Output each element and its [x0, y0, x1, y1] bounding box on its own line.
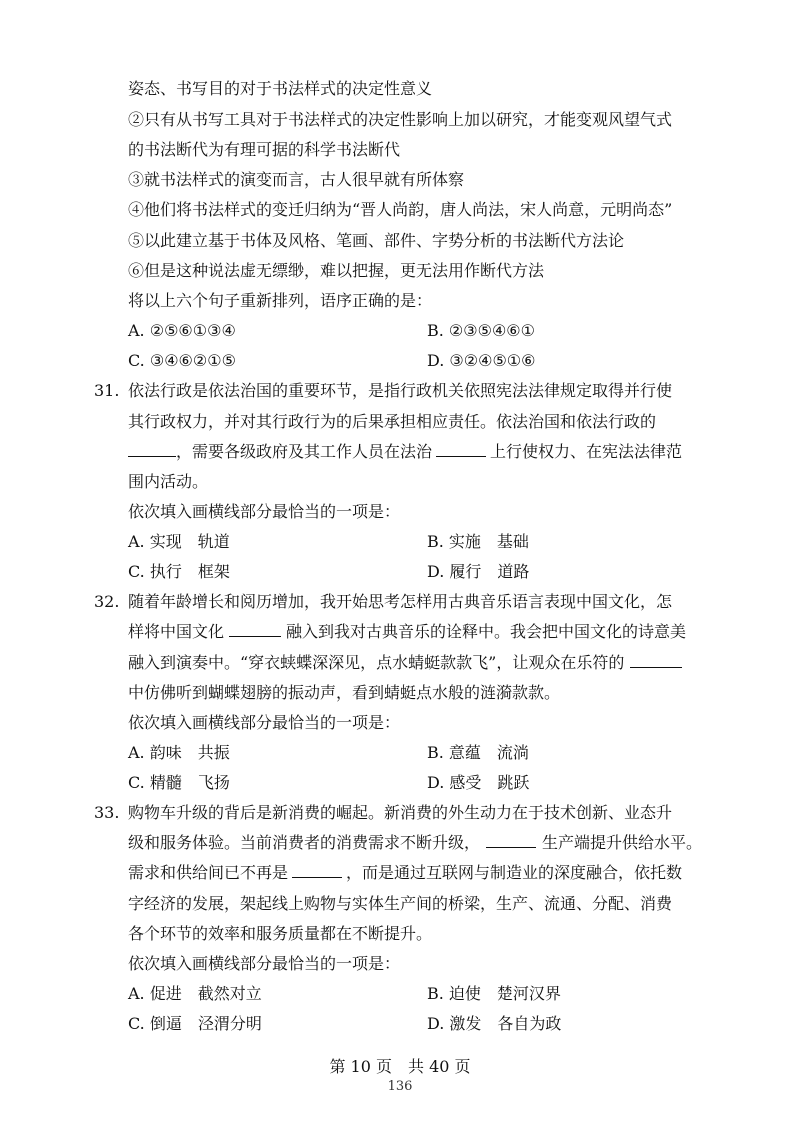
question-number: 33. — [94, 803, 120, 822]
page-number: 136 — [387, 1079, 413, 1094]
text-segment: ，而是通过互联网与制造业的深度融合，依托数 — [346, 863, 683, 882]
text-line: 姿态、书写目的对于书法样式的决定性意义 — [128, 79, 433, 98]
text-line: 的书法断代为有理可据的科学书法断代 — [128, 140, 401, 159]
option-c[interactable]: C. 精髓 飞扬 — [128, 773, 230, 792]
text-segment: 生产端提升供给水平。 — [542, 833, 703, 852]
text-line: 各个环节的效率和服务质量都在不断提升。 — [128, 924, 433, 943]
option-d[interactable]: D. 激发 各自为政 — [427, 1014, 562, 1033]
option-d[interactable]: D. ③②④⑤①⑥ — [427, 351, 536, 370]
text-line: 购物车升级的背后是新消费的崛起。新消费的外生动力在于技术创新、业态升 — [128, 803, 673, 822]
answer-blank[interactable] — [229, 622, 281, 637]
text-line: ⑥但是这种说法虚无缥缈，难以把握，更无法用作断代方法 — [128, 261, 545, 280]
option-a[interactable]: A. 韵味 共振 — [128, 743, 230, 762]
text-line: ④他们将书法样式的变迁归纳为“晋人尚韵，唐人尚法，宋人尚意，元明尚态” — [128, 200, 673, 219]
answer-blank[interactable] — [436, 442, 486, 457]
text-segment: 融入到演奏中。“穿衣蛱蝶深深见，点水蜻蜓款款飞”，让观众在乐符的 — [128, 653, 625, 672]
page-footer-label: 第 10 页 共 40 页 — [329, 1057, 471, 1076]
option-b[interactable]: B. 意蕴 流淌 — [427, 743, 529, 762]
question-prompt: 依次填入画横线部分最恰当的一项是： — [128, 954, 401, 973]
text-segment: ，需要各级政府及其工作人员在法治 — [176, 442, 433, 461]
question-prompt: 依次填入画横线部分最恰当的一项是： — [128, 713, 401, 732]
option-b[interactable]: B. 实施 基础 — [427, 532, 529, 551]
text-segment: 融入到我对古典音乐的诠释中。我会把中国文化的诗意美 — [286, 622, 687, 641]
option-d[interactable]: D. 履行 道路 — [427, 562, 530, 581]
text-line — [128, 622, 686, 642]
text-line — [128, 442, 682, 462]
question-number: 32. — [94, 592, 120, 611]
option-c[interactable]: C. ③④⑥②①⑤ — [128, 351, 236, 370]
text-line: 围内活动。 — [128, 472, 209, 491]
text-line — [128, 653, 682, 673]
option-b[interactable]: B. ②③⑤④⑥① — [427, 321, 535, 340]
option-c[interactable]: C. 倒逼 泾渭分明 — [128, 1014, 262, 1033]
option-b[interactable]: B. 迫使 楚河汉界 — [427, 984, 561, 1003]
answer-blank[interactable] — [292, 863, 342, 878]
option-a[interactable]: A. 实现 轨道 — [128, 532, 230, 551]
text-line: ⑤以此建立基于书体及风格、笔画、部件、字势分析的书法断代方法论 — [128, 231, 625, 250]
answer-blank[interactable] — [630, 653, 682, 668]
answer-blank[interactable] — [128, 442, 176, 457]
text-segment: 上行使权力、在宪法法律范 — [490, 442, 683, 461]
text-segment: 需求和供给间已不再是 — [128, 863, 289, 882]
option-a[interactable]: A. ②⑤⑥①③④ — [128, 321, 236, 340]
question-number: 31. — [94, 381, 120, 400]
text-line: 依法行政是依法治国的重要环节，是指行政机关依照宪法法律规定取得并行使 — [128, 381, 673, 400]
text-line: 中仿佛听到蝴蝶翅膀的振动声，看到蜻蜓点水般的涟漪款款。 — [128, 683, 561, 702]
question-prompt: 将以上六个句子重新排列，语序正确的是： — [128, 291, 433, 310]
text-line: 随着年龄增长和阅历增加，我开始思考怎样用古典音乐语言表现中国文化，怎 — [128, 592, 673, 611]
text-line: 字经济的发展，架起线上购物与实体生产间的桥梁，生产、流通、分配、消费 — [128, 894, 673, 913]
text-line: ②只有从书写工具对于书法样式的决定性影响上加以研究，才能变观风望气式 — [128, 110, 673, 129]
answer-blank[interactable] — [486, 833, 536, 848]
text-line: 其行政权力，并对其行政行为的后果承担相应责任。依法治国和依法行政的 — [128, 412, 657, 431]
text-line: ③就书法样式的演变而言，古人很早就有所体察 — [128, 170, 465, 189]
text-segment: 样将中国文化 — [128, 622, 225, 641]
option-c[interactable]: C. 执行 框架 — [128, 562, 230, 581]
question-prompt: 依次填入画横线部分最恰当的一项是： — [128, 502, 401, 521]
text-line — [128, 833, 702, 853]
option-a[interactable]: A. 促进 截然对立 — [128, 984, 262, 1003]
option-d[interactable]: D. 感受 跳跃 — [427, 773, 530, 792]
text-segment: 级和服务体验。当前消费者的消费需求不断升级， — [128, 833, 481, 852]
text-line — [128, 863, 682, 883]
